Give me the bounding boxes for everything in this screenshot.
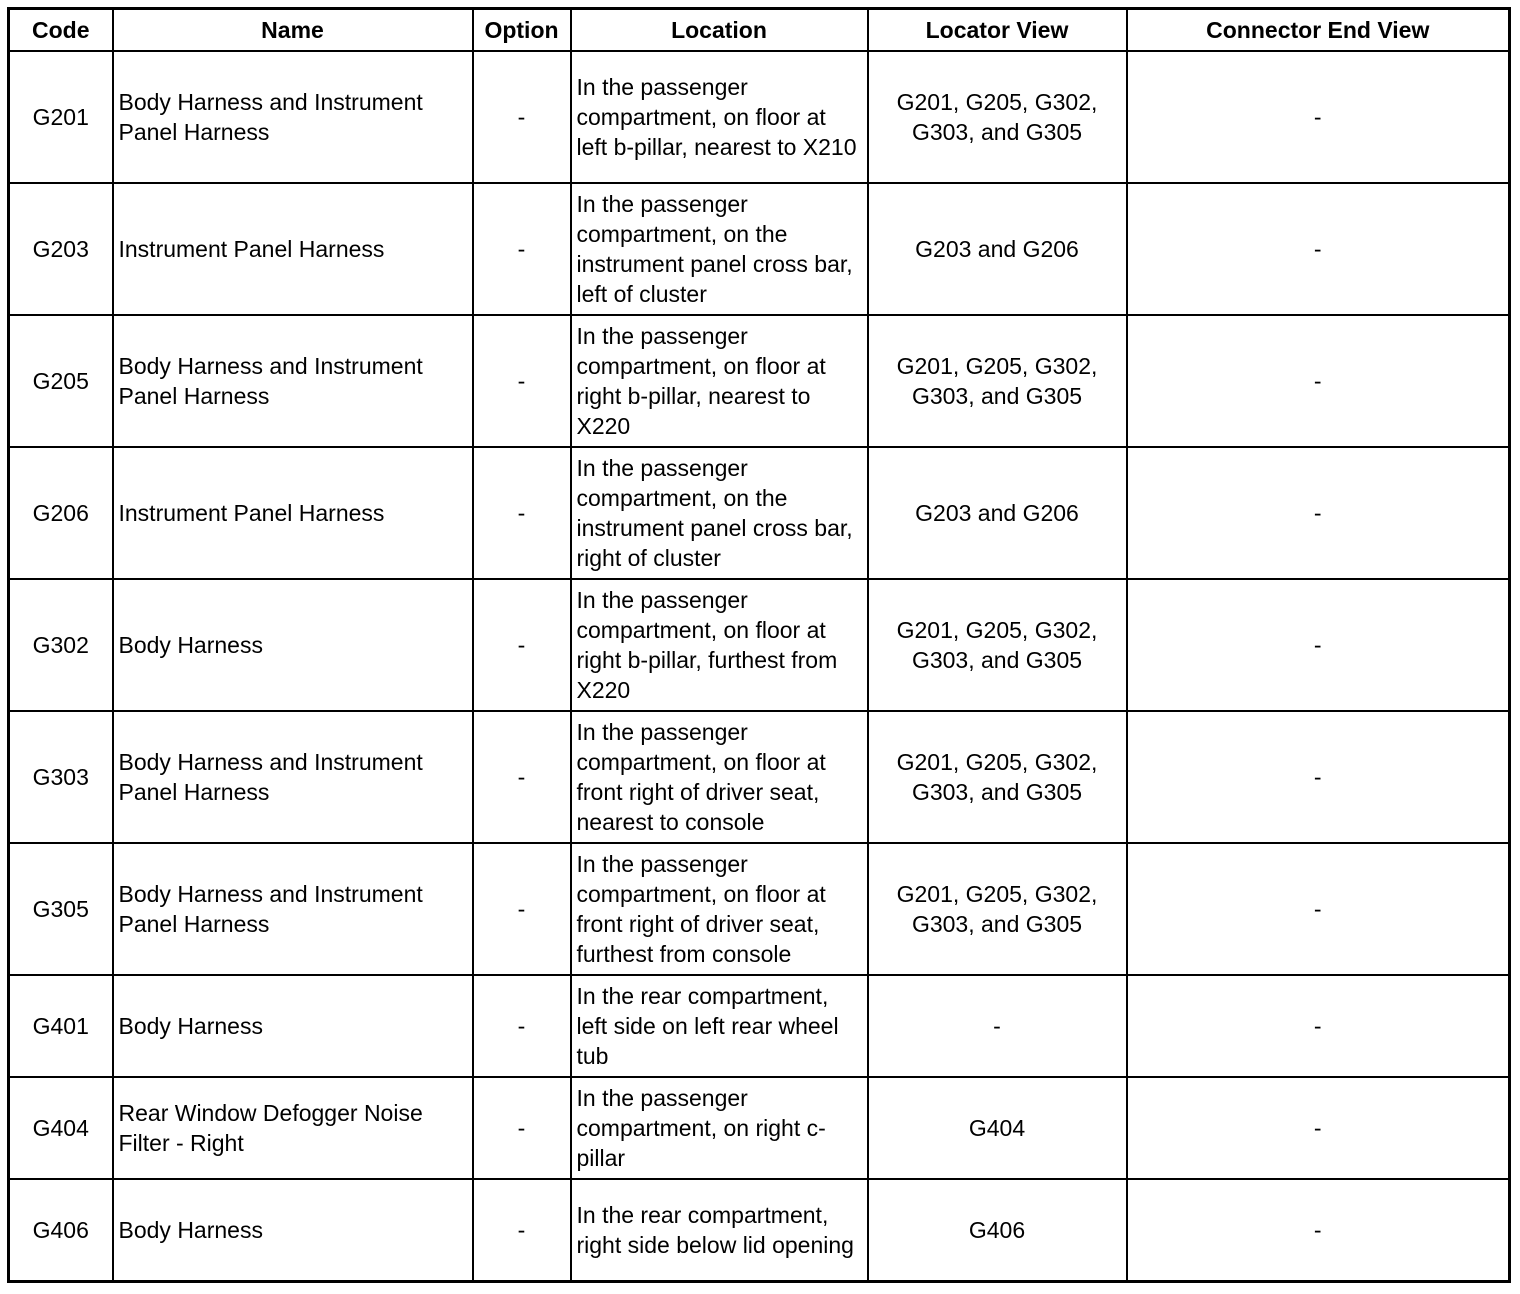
table-row <box>9 711 1510 843</box>
cell-connector-end-view: - <box>1127 975 1510 1077</box>
cell-name: Body Harness and Instrument Panel Harness <box>113 315 473 447</box>
table-row <box>9 843 1510 975</box>
header-option: Option <box>473 9 571 52</box>
cell-location: In the rear compartment, right side below lid opening <box>571 1179 868 1282</box>
cell-name: Instrument Panel Harness <box>113 183 473 315</box>
cell-location: In the passenger compartment, on floor at right b-pillar, nearest to X220 <box>571 315 868 447</box>
cell-option: - <box>473 711 571 843</box>
cell-locator-view: G201, G205, G302, G303, and G305 <box>868 843 1127 975</box>
table-header-row <box>9 9 1510 52</box>
cell-name: Body Harness and Instrument Panel Harness <box>113 711 473 843</box>
cell-option: - <box>473 183 571 315</box>
cell-locator-view: G406 <box>868 1179 1127 1282</box>
header-name: Name <box>113 9 473 52</box>
table-row <box>9 579 1510 711</box>
cell-code: G404 <box>9 1077 113 1179</box>
cell-location: In the passenger compartment, on floor at right b-pillar, furthest from X220 <box>571 579 868 711</box>
cell-option: - <box>473 51 571 183</box>
cell-code: G201 <box>9 51 113 183</box>
cell-connector-end-view: - <box>1127 1077 1510 1179</box>
cell-code: G302 <box>9 579 113 711</box>
cell-option: - <box>473 579 571 711</box>
cell-name: Body Harness <box>113 975 473 1077</box>
table-row <box>9 447 1510 579</box>
cell-option: - <box>473 843 571 975</box>
table-row <box>9 51 1510 183</box>
cell-option: - <box>473 447 571 579</box>
cell-connector-end-view: - <box>1127 51 1510 183</box>
cell-option: - <box>473 1077 571 1179</box>
table-row <box>9 975 1510 1077</box>
header-location: Location <box>571 9 868 52</box>
cell-locator-view: G404 <box>868 1077 1127 1179</box>
cell-location: In the passenger compartment, on the instrument panel cross bar, right of cluster <box>571 447 868 579</box>
cell-connector-end-view: - <box>1127 579 1510 711</box>
cell-code: G205 <box>9 315 113 447</box>
cell-location: In the passenger compartment, on floor at left b-pillar, nearest to X210 <box>571 51 868 183</box>
cell-code: G406 <box>9 1179 113 1282</box>
cell-code: G401 <box>9 975 113 1077</box>
cell-connector-end-view: - <box>1127 843 1510 975</box>
cell-location: In the passenger compartment, on the instrument panel cross bar, left of cluster <box>571 183 868 315</box>
cell-locator-view: G201, G205, G302, G303, and G305 <box>868 579 1127 711</box>
header-code: Code <box>9 9 113 52</box>
cell-connector-end-view: - <box>1127 711 1510 843</box>
cell-locator-view: G201, G205, G302, G303, and G305 <box>868 51 1127 183</box>
cell-name: Body Harness <box>113 579 473 711</box>
cell-locator-view: - <box>868 975 1127 1077</box>
cell-location: In the passenger compartment, on floor at front right of driver seat, nearest to console <box>571 711 868 843</box>
cell-connector-end-view: - <box>1127 183 1510 315</box>
cell-locator-view: G203 and G206 <box>868 183 1127 315</box>
table-row <box>9 1077 1510 1179</box>
cell-location: In the passenger compartment, on right c-pillar <box>571 1077 868 1179</box>
cell-name: Rear Window Defogger Noise Filter - Right <box>113 1077 473 1179</box>
ground-locations-table <box>7 7 1511 1283</box>
cell-option: - <box>473 1179 571 1282</box>
header-connector-end-view: Connector End View <box>1127 9 1510 52</box>
cell-name: Body Harness and Instrument Panel Harness <box>113 51 473 183</box>
table-row <box>9 315 1510 447</box>
cell-code: G206 <box>9 447 113 579</box>
cell-location: In the passenger compartment, on floor at front right of driver seat, furthest from console <box>571 843 868 975</box>
table-row <box>9 1179 1510 1282</box>
cell-code: G203 <box>9 183 113 315</box>
cell-locator-view: G201, G205, G302, G303, and G305 <box>868 711 1127 843</box>
cell-name: Body Harness and Instrument Panel Harness <box>113 843 473 975</box>
cell-locator-view: G201, G205, G302, G303, and G305 <box>868 315 1127 447</box>
cell-name: Instrument Panel Harness <box>113 447 473 579</box>
cell-connector-end-view: - <box>1127 315 1510 447</box>
cell-name: Body Harness <box>113 1179 473 1282</box>
cell-code: G303 <box>9 711 113 843</box>
cell-connector-end-view: - <box>1127 447 1510 579</box>
cell-locator-view: G203 and G206 <box>868 447 1127 579</box>
cell-location: In the rear compartment, left side on left rear wheel tub <box>571 975 868 1077</box>
cell-code: G305 <box>9 843 113 975</box>
cell-connector-end-view: - <box>1127 1179 1510 1282</box>
header-locator-view: Locator View <box>868 9 1127 52</box>
cell-option: - <box>473 975 571 1077</box>
cell-option: - <box>473 315 571 447</box>
table-row <box>9 183 1510 315</box>
